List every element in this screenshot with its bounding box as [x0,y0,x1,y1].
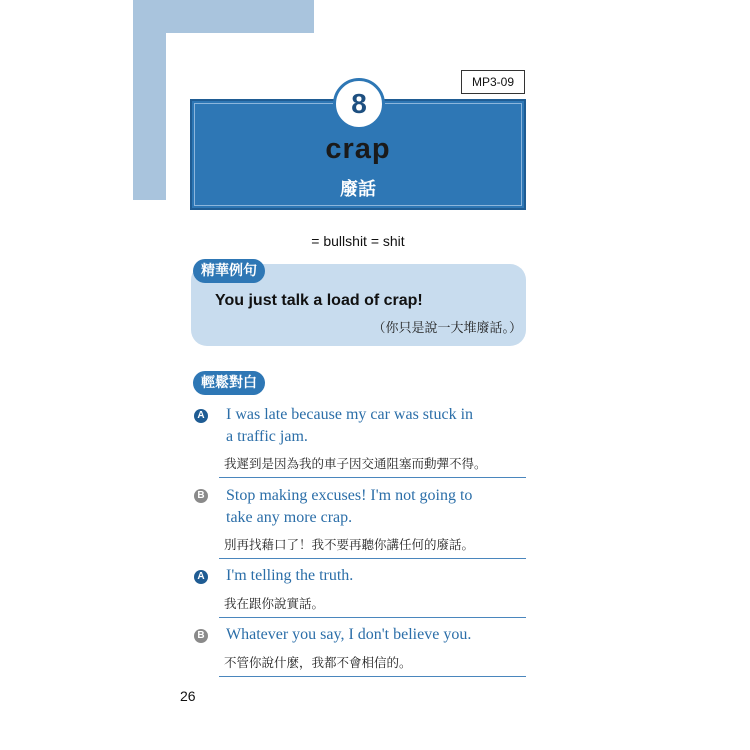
dialogue-divider [219,676,526,677]
page-number: 26 [180,688,196,704]
speaker-b-icon: B [194,629,208,643]
dialogue-line-zh: 我遲到是因為我的車子因交通阻塞而動彈不得。 [224,456,487,471]
dialogue-line-en: I'm telling the truth. [226,567,354,584]
dialogue-line-zh: 我在跟你說實話。 [224,596,325,611]
dialogue-divider [219,477,526,478]
dialogue-divider [219,558,526,559]
entry-word: crap [325,133,391,165]
speaker-a-icon: A [194,570,208,584]
dialogue-line-zh: 別再找藉口了！我不要再聽你講任何的廢話。 [224,537,475,552]
corner-decoration-horizontal [133,0,314,33]
dialogue-line-en-cont: a traffic jam. [226,428,308,445]
entry-meaning-zh: 廢話 [340,179,376,200]
example-sentence-en: You just talk a load of crap! [215,292,423,309]
dialogue-line-en: I was late because my car was stuck in [226,406,474,423]
audio-track-label: MP3-09 [461,70,525,94]
dialogue-section-badge: 輕鬆對白 [193,371,265,395]
example-section-badge: 精華例句 [193,259,265,283]
synonyms-line: = bullshit = shit [311,233,405,249]
dialogue-line-en: Whatever you say, I don't believe you. [226,626,472,643]
dialogue-line-zh: 不管你說什麼，我都不會相信的。 [224,655,412,670]
entry-number-badge: 8 [333,78,385,130]
speaker-a-icon: A [194,409,208,423]
example-sentence-zh: （你只是說一大堆廢話。） [372,321,522,336]
dialogue-divider [219,617,526,618]
speaker-b-icon: B [194,489,208,503]
dialogue-line-en: Stop making excuses! I'm not going to [226,487,473,504]
dialogue-line-en-cont: take any more crap. [226,509,353,526]
